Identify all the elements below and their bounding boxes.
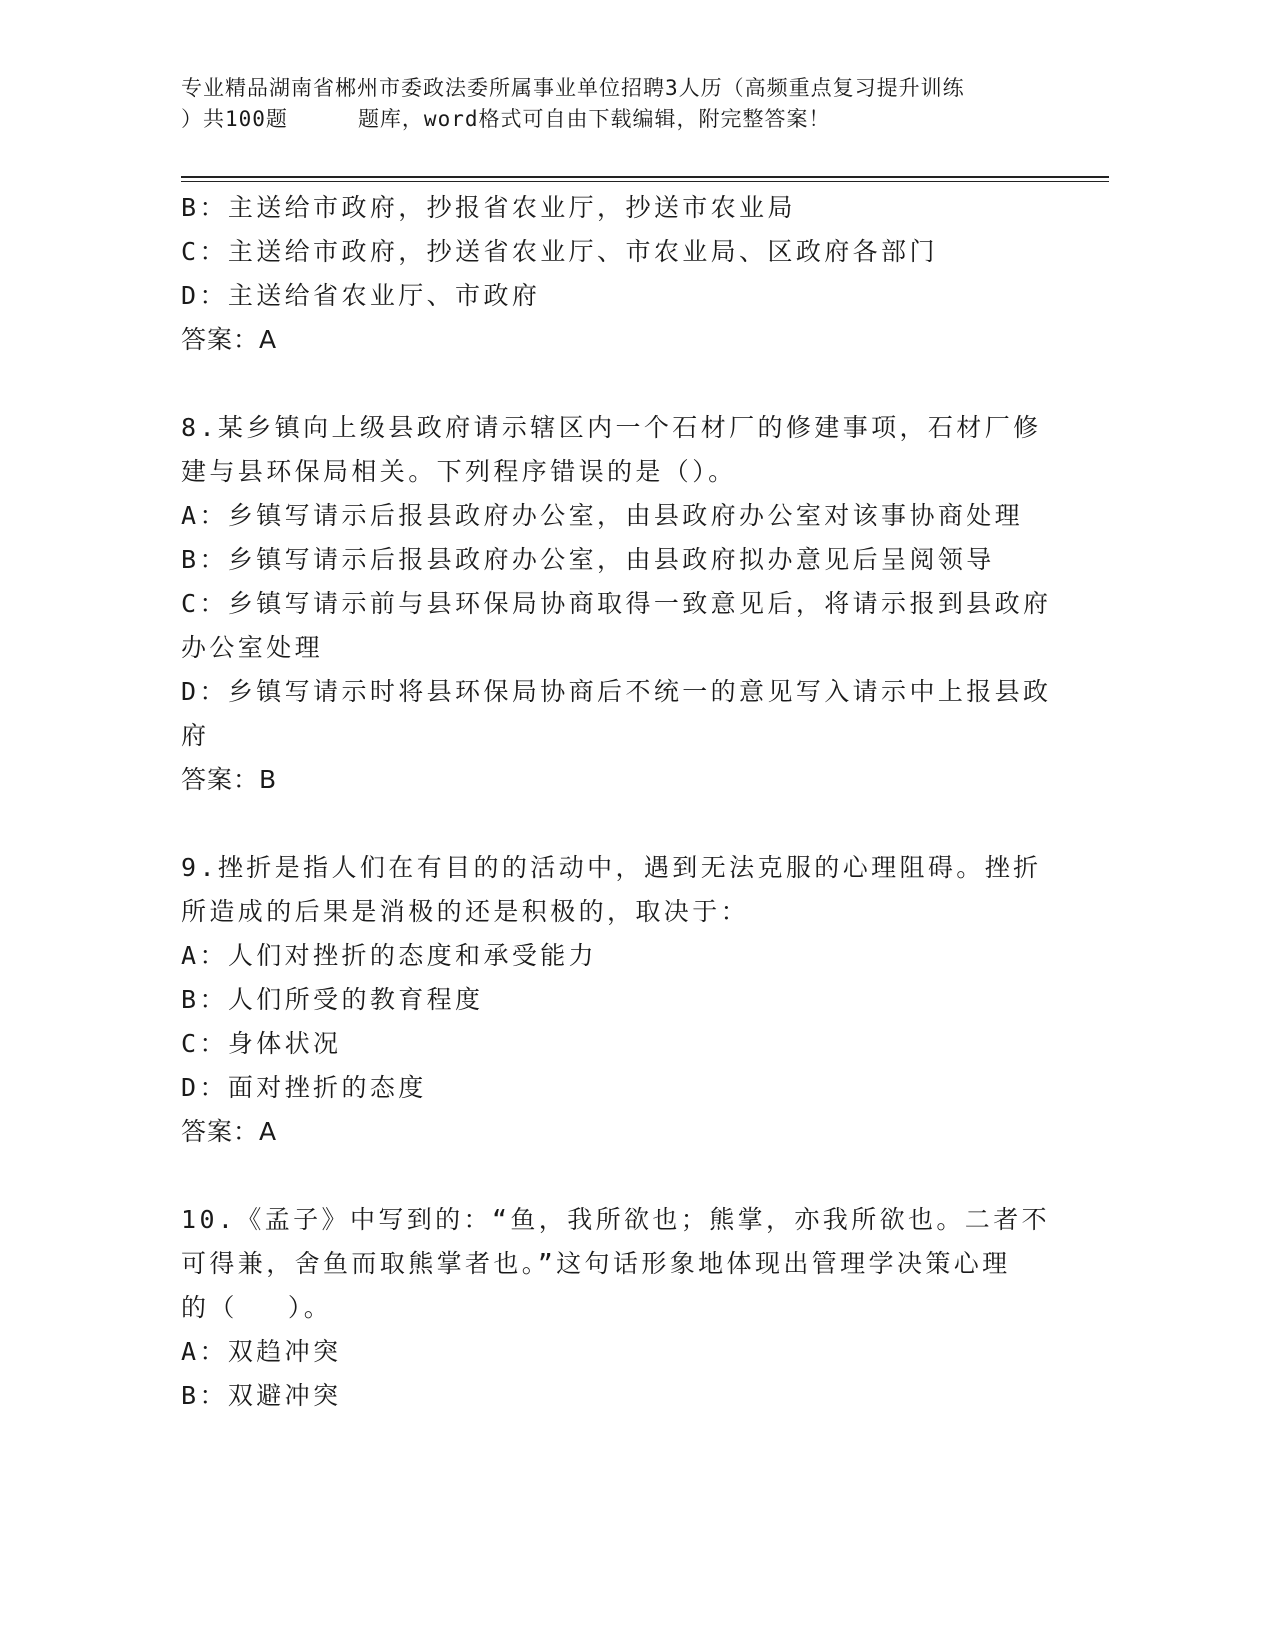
header-rule-thin	[181, 181, 1109, 182]
header-line-2-end: 题库，word格式可自由下载编辑，附完整答案！	[357, 107, 831, 131]
question-stem: 可得兼，舍鱼而取熊掌者也。”这句话形象地体现出管理学决策心理	[181, 1249, 1011, 1278]
option-c-cont: 办公室处理	[181, 633, 324, 662]
question-list	[181, 186, 1061, 1418]
answer: 答案：B	[181, 765, 278, 794]
question-9	[181, 846, 1061, 1154]
answer: 答案：A	[181, 1117, 278, 1146]
header-line-2	[181, 104, 1061, 135]
stem-line-3-end: ）。	[287, 1293, 333, 1322]
question-spacer	[181, 362, 1061, 406]
option-d: D：主送给省农业厅、市政府	[181, 281, 541, 310]
option-b: B：双避冲突	[181, 1381, 342, 1410]
stem-line-3-start: 的（	[181, 1293, 238, 1322]
option-d: D：乡镇写请示时将县环保局协商后不统一的意见写入请示中上报县政	[181, 677, 1052, 706]
header-line-1: 专业精品湖南省郴州市委政法委所属事业单位招聘3人历（高频重点复习提升训练	[181, 76, 965, 100]
option-a: A：双趋冲突	[181, 1337, 342, 1366]
option-a: A：乡镇写请示后报县政府办公室，由县政府办公室对该事协商处理	[181, 501, 1024, 530]
option-c: C：乡镇写请示前与县环保局协商取得一致意见后，将请示报到县政府	[181, 589, 1052, 618]
question-8	[181, 406, 1061, 802]
question-7	[181, 186, 1061, 362]
question-stem: 10.《孟子》中写到的：“鱼，我所欲也；熊掌，亦我所欲也。二者不	[181, 1205, 1051, 1234]
option-c: C：身体状况	[181, 1029, 342, 1058]
question-10	[181, 1198, 1061, 1418]
option-b: B：主送给市政府，抄报省农业厅，抄送市农业局	[181, 193, 796, 222]
question-stem: 所造成的后果是消极的还是积极的，取决于：	[181, 897, 750, 926]
document-header	[181, 73, 1061, 135]
option-b: B：乡镇写请示后报县政府办公室，由县政府拟办意见后呈阅领导	[181, 545, 995, 574]
question-stem: 8.某乡镇向上级县政府请示辖区内一个石材厂的修建事项，石材厂修	[181, 413, 1042, 442]
option-d-cont: 府	[181, 721, 210, 750]
header-rule-thick	[181, 176, 1109, 178]
question-stem	[181, 1286, 1061, 1330]
option-b: B：人们所受的教育程度	[181, 985, 484, 1014]
question-stem: 建与县环保局相关。下列程序错误的是（）。	[181, 457, 737, 486]
option-c: C：主送给市政府，抄送省农业厅、市农业局、区政府各部门	[181, 237, 938, 266]
question-spacer	[181, 802, 1061, 846]
option-a: A：人们对挫折的态度和承受能力	[181, 941, 598, 970]
header-line-2-start: ）共100题	[181, 107, 288, 131]
question-stem: 9.挫折是指人们在有目的的活动中，遇到无法克服的心理阻碍。挫折	[181, 853, 1042, 882]
question-spacer	[181, 1154, 1061, 1198]
answer: 答案：A	[181, 325, 278, 354]
option-d: D：面对挫折的态度	[181, 1073, 427, 1102]
